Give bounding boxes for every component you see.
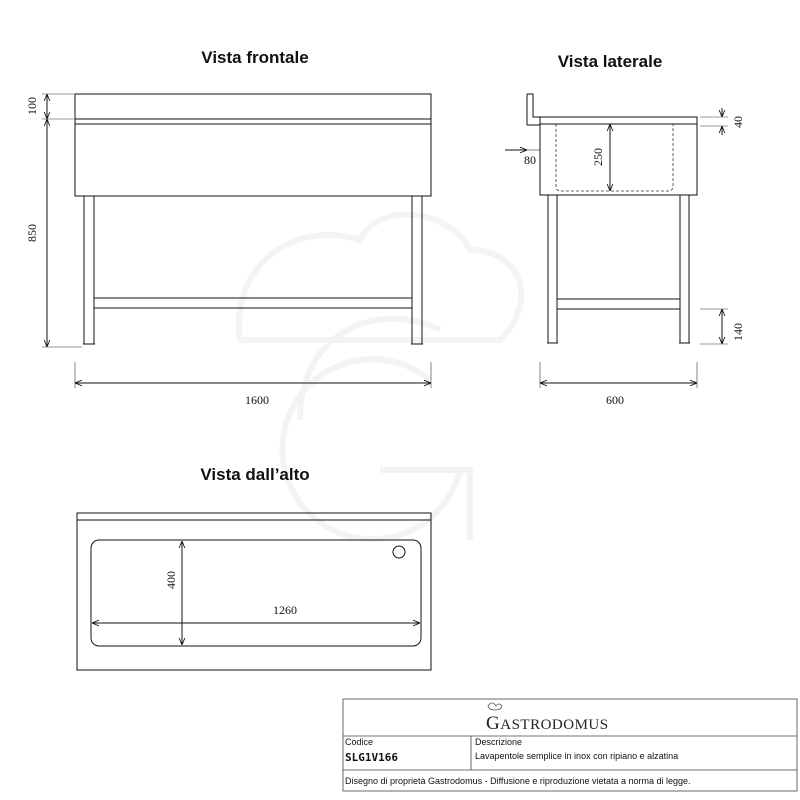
top-basin <box>91 540 421 646</box>
side-basin-hidden <box>556 124 673 191</box>
dim-side-shelf: 140 <box>731 323 745 341</box>
dim-front-width: 1600 <box>245 393 269 407</box>
dim-side-offset: 80 <box>524 153 536 167</box>
side-view-title: Vista laterale <box>557 52 663 71</box>
dim-front-height: 850 <box>25 224 39 242</box>
side-sink-body <box>540 117 697 195</box>
top-view-title: Vista dall’alto <box>200 465 310 484</box>
dim-side-width: 600 <box>606 393 624 407</box>
front-leg-left <box>84 196 94 344</box>
dim-side-splash: 40 <box>731 116 745 128</box>
front-splashback <box>75 94 431 119</box>
dim-front-splash: 100 <box>25 97 39 115</box>
side-view <box>505 94 745 407</box>
brand-initial: G <box>486 713 501 734</box>
copyright-footer: Disegno di proprietà Gastrodomus - Diffusione e riproduzione vietata a norma di legge. <box>345 776 691 786</box>
code-value: SLG1V166 <box>345 751 398 764</box>
description-label: Descrizione <box>475 737 523 747</box>
dim-top-basin-depth: 400 <box>164 571 178 589</box>
front-view-title: Vista frontale <box>201 48 309 67</box>
side-shelf <box>557 299 680 309</box>
description-value: Lavapentole semplice in inox con ripiano e alzatina <box>475 751 679 761</box>
brand-logo <box>486 703 609 734</box>
side-leg-right <box>680 195 689 343</box>
watermark-logo <box>239 215 521 540</box>
side-leg-left <box>548 195 557 343</box>
drain-hole <box>393 546 405 558</box>
side-splashback <box>527 94 540 117</box>
front-sink-body <box>75 119 431 196</box>
front-shelf <box>94 298 412 308</box>
brand-name: ASTRODOMUS <box>500 717 609 733</box>
dim-top-basin-width: 1260 <box>273 603 297 617</box>
dim-side-basin-depth: 250 <box>591 148 605 166</box>
code-label: Codice <box>345 737 374 747</box>
svg-text:GASTRODOMUS <box>486 713 609 734</box>
title-block <box>343 699 797 791</box>
chef-hat-icon <box>488 703 502 710</box>
